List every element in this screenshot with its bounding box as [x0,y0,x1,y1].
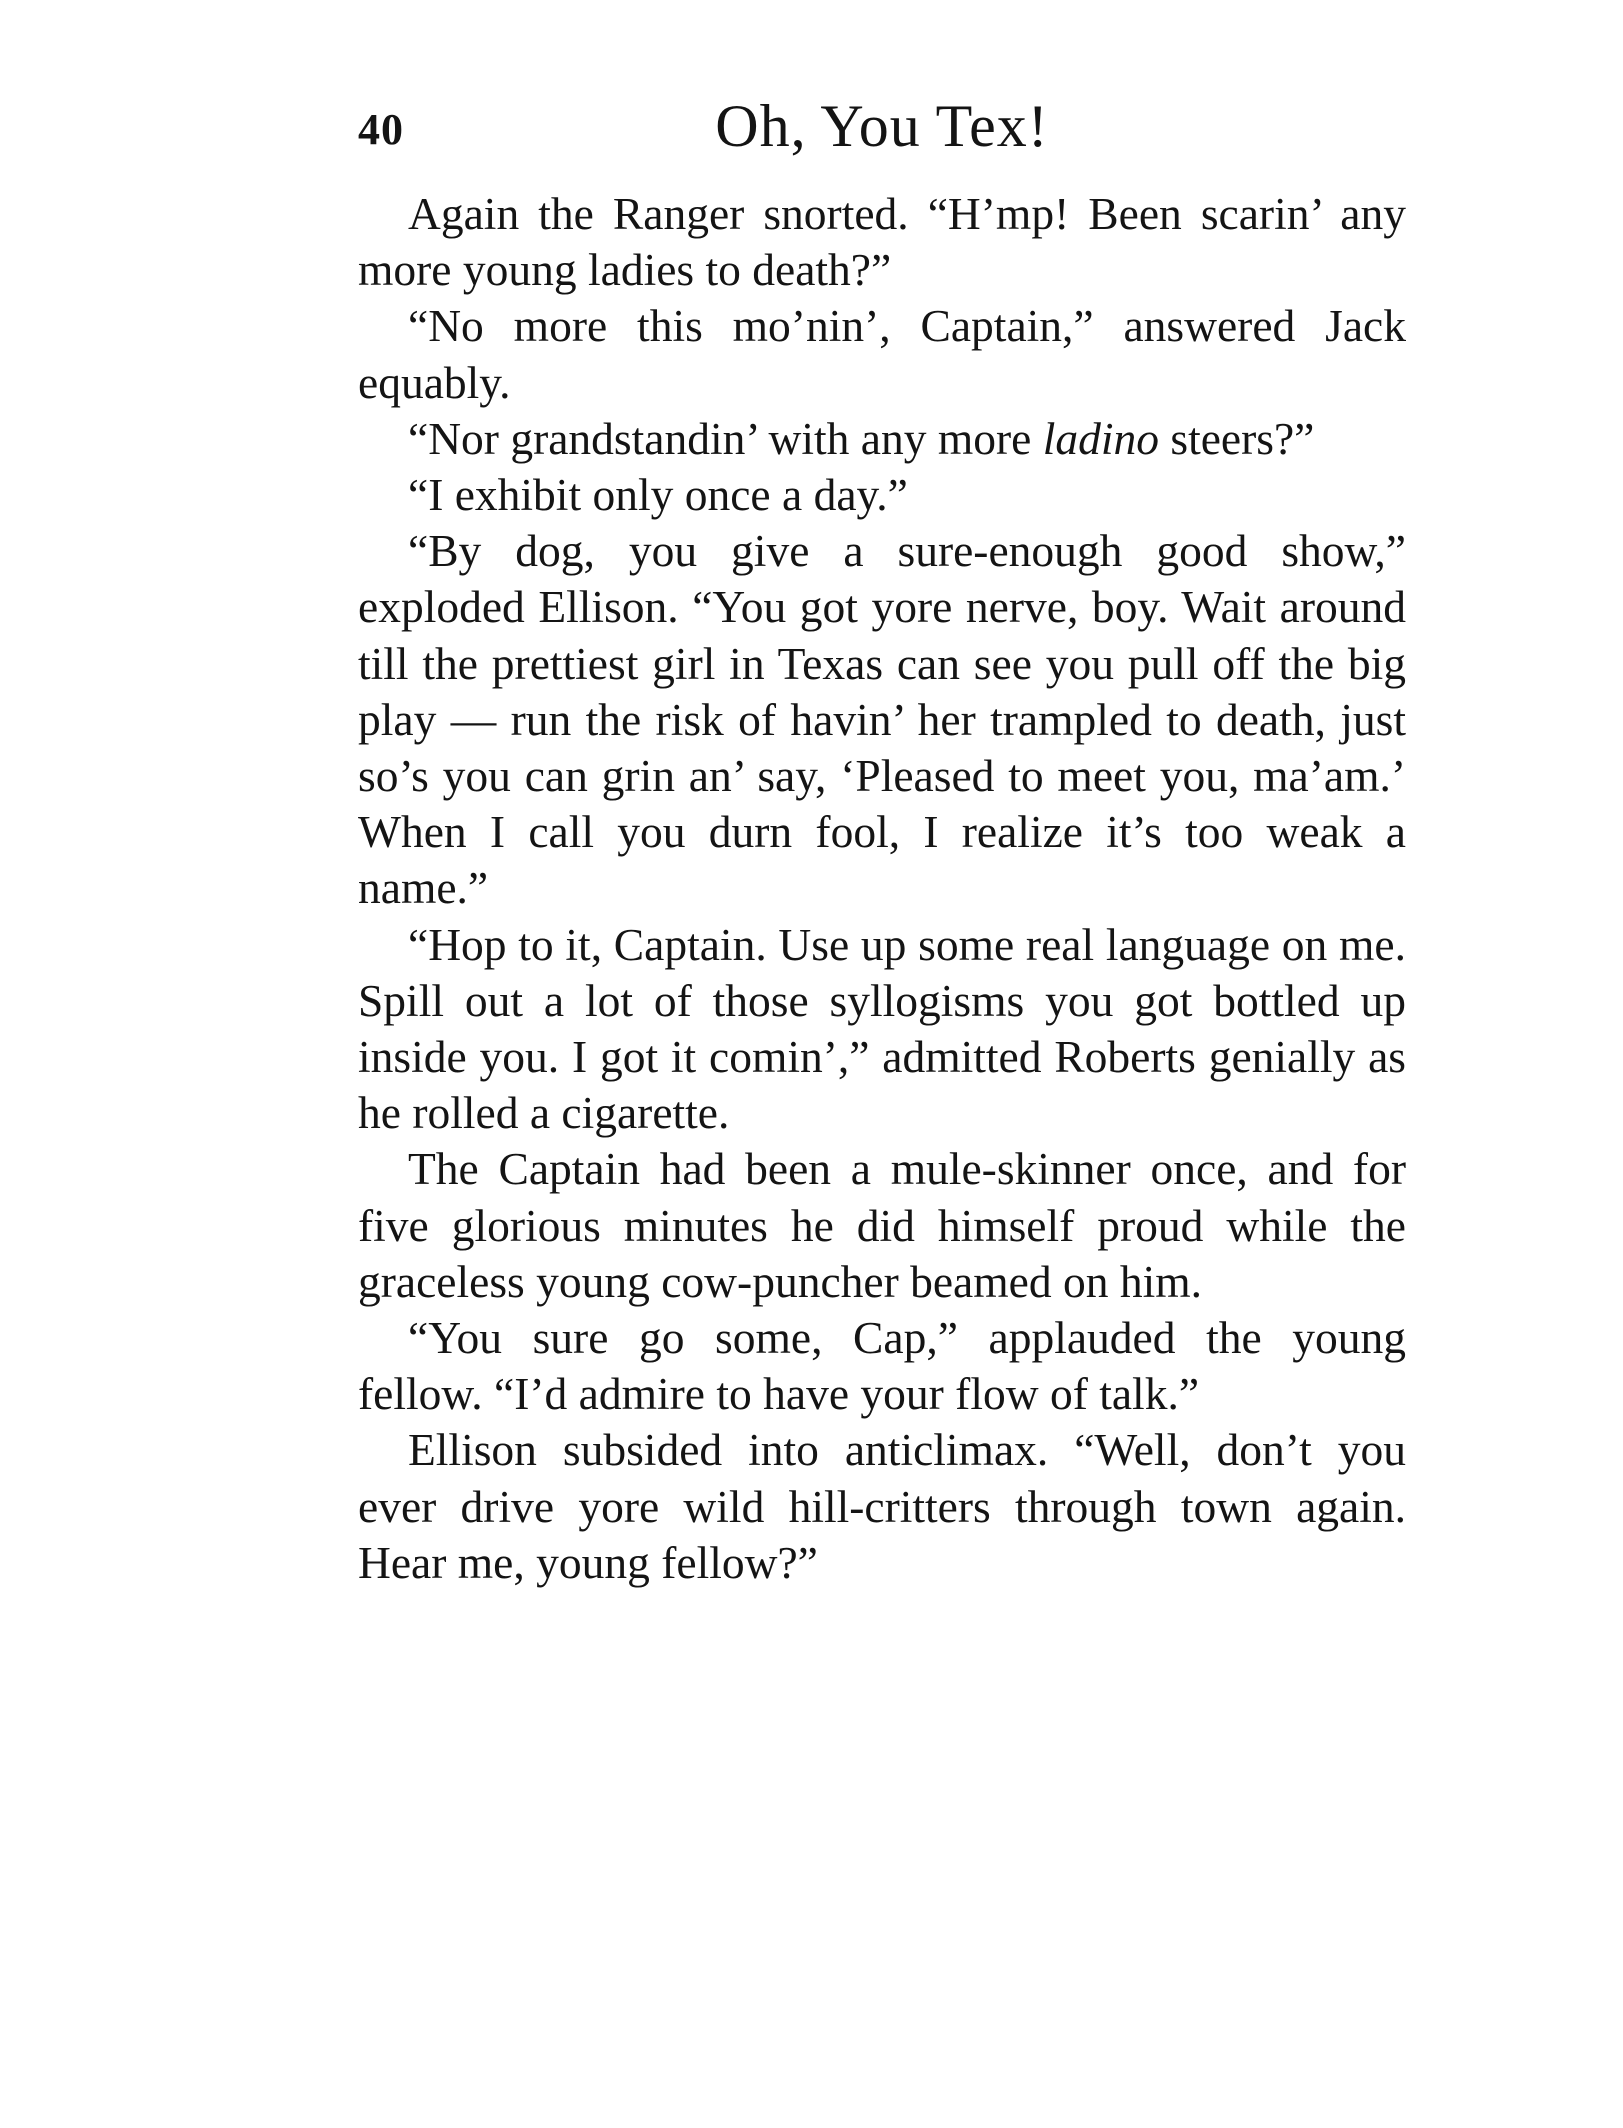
page-number: 40 [358,105,404,154]
paragraph-3-end: steers?” [1159,412,1315,464]
paragraph-9: Ellison subsided into anticlimax. “Well, don’t you ever drive yore wild hill-critters through town again. Hear me, young fellow?” [358,1424,1406,1588]
paragraph-2: “No more this mo’nin’, Captain,” answered Jack equably. [358,300,1406,408]
paragraph-1: Again the Ranger snorted. “H’mp! Been scarin’ any more young ladies to death?” [358,188,1406,296]
paragraph-3 [358,411,1406,467]
paragraph-6: “Hop to it, Captain. Use up some real language on me. Spill out a lot of those syllogisms you got bottled up inside you. I got it comin’,” admitted Roberts genially as he rolled a cigarette. [358,918,1406,1139]
paragraph-7: The Captain had been a mule-skinner once, and for five glorious minutes he did himself proud while the graceless young cow-puncher beamed on him. [358,1143,1406,1307]
running-head [358,92,1406,172]
body-text [358,186,1406,1591]
paragraph-3-start: “Nor grandstandin’ with any more [408,412,1043,464]
book-title: Oh, You Tex! [715,93,1049,159]
paragraph-4: “I exhibit only once a day.” [408,469,908,521]
italic-word-ladino: ladino [1042,412,1160,464]
paragraph-5: “By dog, you give a sure-enough good show,” exploded Ellison. “You got yore nerve, boy. Wait around till the prettiest girl in Texas can see you pull off the big play — run the risk of havin’ her trampled to death, just so’s you can grin an’ say, ‘Pleased to meet you, ma’am.’ When I call you durn fool, I realize it’s too weak a name.” [358,525,1406,914]
paragraph-8: “You sure go some, Cap,” applauded the young fellow. “I’d admire to have your flow of talk.” [358,1312,1406,1420]
